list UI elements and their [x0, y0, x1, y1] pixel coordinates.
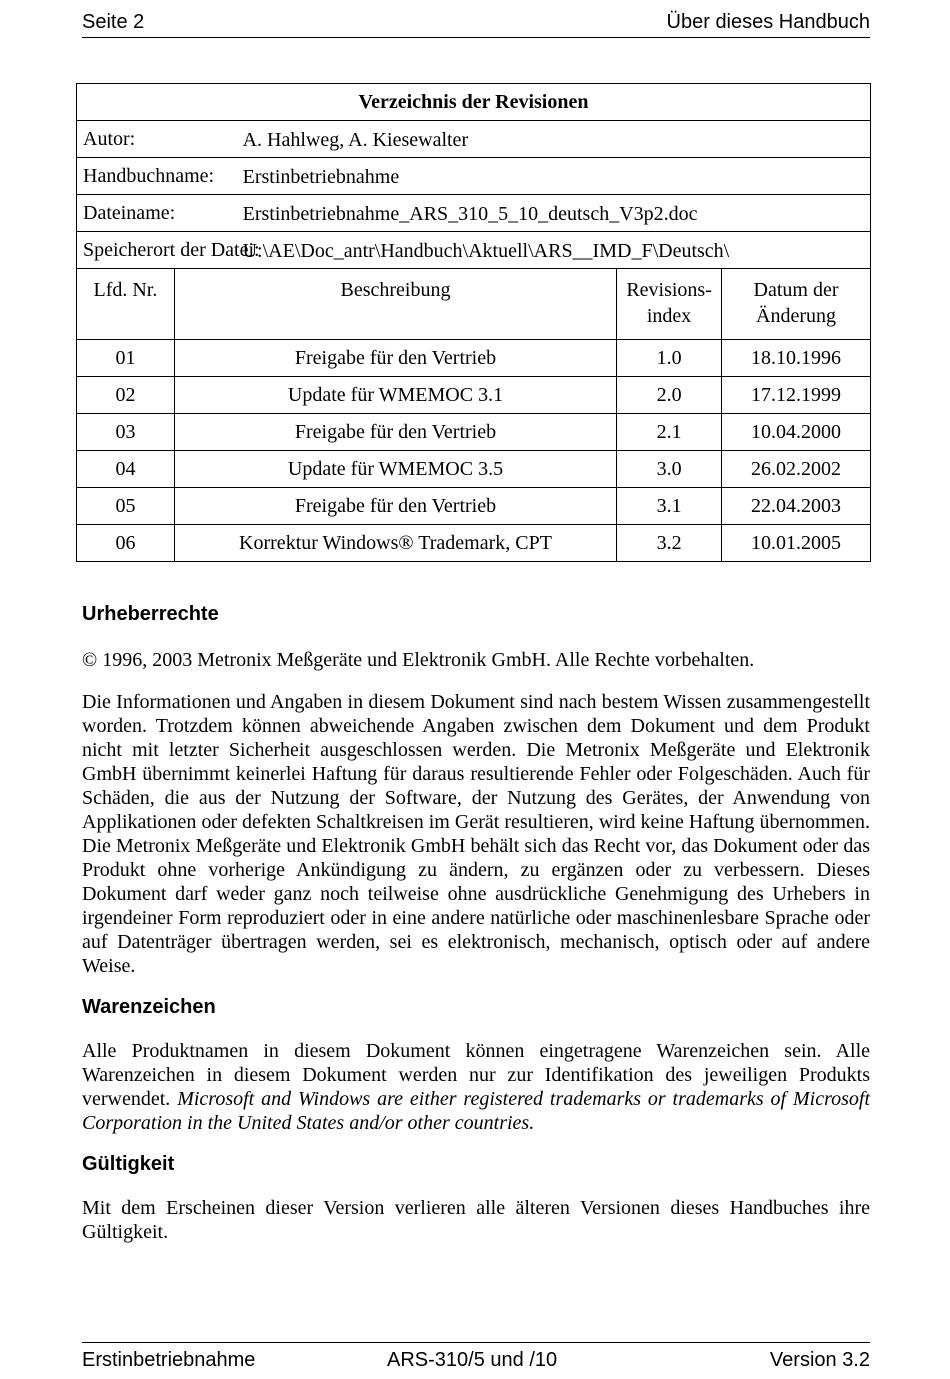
- meta-value: Erstinbetriebnahme: [242, 166, 400, 188]
- cell-desc: Freigabe für den Vertrieb: [174, 488, 616, 525]
- cell-nr: 05: [77, 488, 175, 525]
- meta-label: Dateiname:: [77, 195, 617, 232]
- table-row: [77, 488, 871, 525]
- cell-nr: 01: [77, 340, 175, 377]
- cell-nr: 03: [77, 414, 175, 451]
- page-number: Seite 2: [82, 11, 145, 33]
- cell-index: 3.2: [617, 525, 722, 562]
- trademarks-paragraph: [82, 1039, 870, 1135]
- revision-table-title: Verzeichnis der Revisionen: [77, 84, 871, 121]
- cell-date: 10.01.2005: [722, 525, 871, 562]
- cell-desc: Korrektur Windows® Trademark, CPT: [174, 525, 616, 562]
- table-row: [77, 340, 871, 377]
- cell-desc: Freigabe für den Vertrieb: [174, 340, 616, 377]
- col-header-date-line2: Änderung: [756, 305, 837, 327]
- footer-version: Version 3.2: [769, 1349, 870, 1371]
- meta-value: A. Hahlweg, A. Kiesewalter: [242, 129, 469, 151]
- meta-row: [77, 232, 871, 269]
- cell-nr: 06: [77, 525, 175, 562]
- cell-date: 10.04.2000: [722, 414, 871, 451]
- chapter-title: Über dieses Handbuch: [666, 11, 870, 33]
- table-row: [77, 451, 871, 488]
- footer-product: ARS-310/5 und /10: [387, 1349, 558, 1371]
- page-header: [82, 8, 870, 38]
- column-header-row: [77, 269, 871, 340]
- meta-row: [77, 195, 871, 232]
- cell-date: 18.10.1996: [722, 340, 871, 377]
- copyright-notice: © 1996, 2003 Metronix Meßgeräte und Elektronik GmbH. Alle Rechte vorbehalten.: [82, 649, 755, 671]
- section-heading-copyright: Urheberrechte: [82, 603, 219, 625]
- copyright-body: Die Informationen und Angaben in diesem Dokument sind nach bestem Wissen zusammengestellt worden. Trotzdem können abweichende Angaben zwischen dem Dokument und dem Produkt nicht mit letzter Sicherheit ausgeschlossen werden. Die Metronix Meßgeräte und Elektronik GmbH übernimmt keinerlei Haftung für daraus resultierende Fehler oder Folgeschäden. Auch für Schäden, die aus der Nutzung der Software, der Nutzung des Gerätes, der Anwendung von Applikationen oder defekten Schaltkreisen im Gerät resultieren, wird keine Haftung übernommen. Die Metronix Meßgeräte und Elektronik GmbH behält sich das Recht vor, das Dokument oder das Produkt ohne vorherige Ankündigung zu ändern, zu ergänzen oder zu verbessern. Dieses Dokument darf weder ganz noch teilweise ohne ausdrückliche Genehmigung des Urhebers in irgendeiner Form reproduziert oder in eine andere natürliche oder maschinenlesbare Sprache oder auf Datenträger übertragen werden, sei es elektronisch, mechanisch, optisch oder auf andere Weise.: [82, 691, 870, 977]
- revision-table: [76, 83, 871, 562]
- footer-doc-title: Erstinbetriebnahme: [82, 1349, 256, 1371]
- page-footer: [82, 1342, 870, 1377]
- meta-row: [77, 121, 871, 158]
- cell-date: 22.04.2003: [722, 488, 871, 525]
- cell-index: 1.0: [617, 340, 722, 377]
- meta-label: Speicherort der Datei:: [77, 232, 617, 269]
- cell-date: 17.12.1999: [722, 377, 871, 414]
- col-header-nr: Lfd. Nr.: [77, 269, 175, 340]
- col-header-date: [722, 269, 871, 340]
- cell-desc: Freigabe für den Vertrieb: [174, 414, 616, 451]
- section-heading-trademarks: Warenzeichen: [82, 996, 216, 1018]
- cell-index: 3.1: [617, 488, 722, 525]
- cell-desc: Update für WMEMOC 3.5: [174, 451, 616, 488]
- cell-index: 2.0: [617, 377, 722, 414]
- section-heading-validity: Gültigkeit: [82, 1153, 175, 1175]
- table-row: [77, 377, 871, 414]
- col-header-index-line2: index: [646, 305, 692, 327]
- table-row: [77, 525, 871, 562]
- cell-date: 26.02.2002: [722, 451, 871, 488]
- cell-nr: 02: [77, 377, 175, 414]
- meta-value: U:\AE\Doc_antr\Handbuch\Aktuell\ARS__IMD_F\Deutsch\: [242, 240, 730, 262]
- col-header-desc: Beschreibung: [174, 269, 616, 340]
- meta-label: Autor:: [77, 121, 617, 158]
- validity-body: Mit dem Erscheinen dieser Version verlieren alle älteren Versionen dieses Handbuches ihre Gültigkeit.: [82, 1197, 870, 1243]
- meta-row: [77, 158, 871, 195]
- meta-label: Handbuchname:: [77, 158, 617, 195]
- cell-index: 2.1: [617, 414, 722, 451]
- trademarks-body-italic: Microsoft and Windows are either registered trademarks or trademarks of Microsoft Corporation in the United States and/or other countries.: [82, 1088, 871, 1134]
- cell-nr: 04: [77, 451, 175, 488]
- col-header-index-line1: Revisions-: [626, 279, 712, 301]
- cell-desc: Update für WMEMOC 3.1: [174, 377, 616, 414]
- meta-value: Erstinbetriebnahme_ARS_310_5_10_deutsch_V3p2.doc: [242, 203, 698, 225]
- col-header-date-line1: Datum der: [753, 279, 839, 301]
- cell-index: 3.0: [617, 451, 722, 488]
- table-row: [77, 414, 871, 451]
- trademarks-body: Alle Produktnamen in diesem Dokument können eingetragene Warenzeichen sein. Alle Warenzeichen in diesem Dokument werden nur zur Identifikation des jeweiligen Produkts verwendet.: [82, 1040, 870, 1110]
- col-header-index: [617, 269, 722, 340]
- document-body: [82, 603, 870, 1244]
